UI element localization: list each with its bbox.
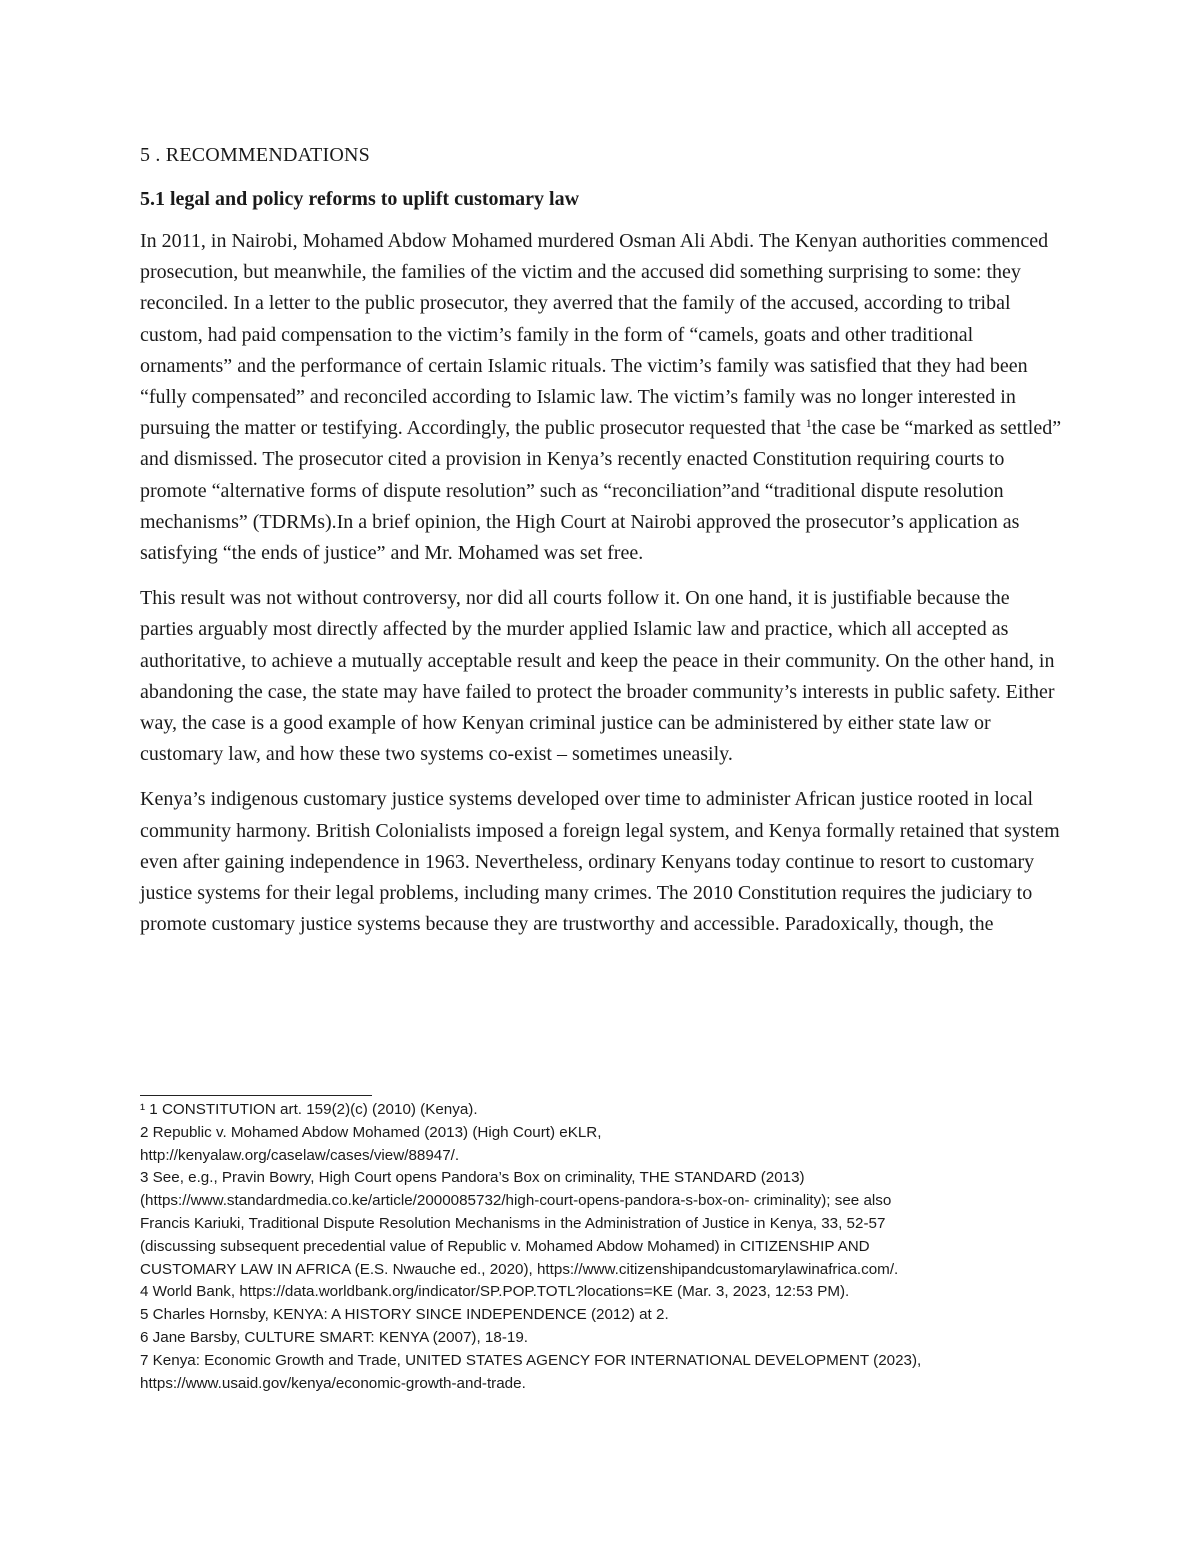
paragraph-controversy: This result was not without controversy, nor did all courts follow it. On one hand, it is justifiable because the parties arguably most directly affected by the murder applied Islamic law and practice, which all accepted as authoritative, to achieve a mutually acceptable result and keep the peace in their community. On the other hand, in abandoning the case, the state may have failed to protect the broader community’s interests in public safety. Either way, the case is a good example of how Kenyan criminal justice can be administered by either state law or customary law, and how these two systems co-exist – sometimes uneasily.	[140, 587, 1055, 766]
footnote-item: 5 Charles Hornsby, KENYA: A HISTORY SINCE INDEPENDENCE (2012) at 2.	[140, 1306, 669, 1324]
section-heading: 5 . RECOMMENDATIONS	[140, 144, 370, 166]
footnote-item: 4 World Bank, https://data.worldbank.org/indicator/SP.POP.TOTL?locations=KE (Mar. 3, 2023, 12:53 PM).	[140, 1283, 850, 1301]
document-body	[140, 140, 1065, 954]
footnotes	[140, 1099, 1080, 1395]
paragraph-text: In 2011, in Nairobi, Mohamed Abdow Mohamed murdered Osman Ali Abdi. The Kenyan authorities commenced prosecution, but meanwhile, the families of the victim and the accused did something surprising to some: they reconciled. In a letter to the public prosecutor, they averred that the family of the accused, according to tribal custom, had paid compensation to the victim’s family in the form of “camels, goats and other traditional ornaments” and the performance of certain Islamic rituals. The victim’s family was satisfied that they had been “fully compensated” and reconciled according to Islamic law. The victim’s family was no longer interested in pursuing the matter or testifying. Accordingly, the public prosecutor requested that	[140, 230, 1049, 440]
paragraph-case-narrative	[140, 226, 1065, 569]
footnote-item: ¹ 1 CONSTITUTION art. 159(2)(c) (2010) (Kenya).	[140, 1101, 478, 1118]
footnote-item: 2 Republic v. Mohamed Abdow Mohamed (2013) (High Court) eKLR, http://kenyalaw.org/caselaw/cases/view/88947/.	[140, 1123, 602, 1164]
paragraph-text: the case be “marked as settled” and dismissed. The prosecutor cited a provision in Kenya’s recently enacted Constitution requiring courts to promote “alternative forms of dispute resolution” such as “reconciliation”and “traditional dispute resolution mechanisms” (TDRMs).In a brief opinion, the High Court at Nairobi approved the prosecutor’s application as satisfying “the ends of justice” and Mr. Mohamed was set free.	[140, 417, 1062, 565]
footnote-item: 7 Kenya: Economic Growth and Trade, UNITED STATES AGENCY FOR INTERNATIONAL DEVELOPMENT (2023), https://www.usaid.gov/kenya/economic-growth-and-trade.	[140, 1351, 922, 1392]
footnote-item: 3 See, e.g., Pravin Bowry, High Court opens Pandora’s Box on criminality, THE STANDARD (2013) (https://www.standardmedia.co.ke/article/2000085732/high-court-opens-pandora-s-box-on- criminality); see also Francis Kariuki, Traditional Dispute Resolution Mechanisms in the Administration of Justice in Kenya, 33, 52-57 (discussing subsequent precedential value of Republic v. Mohamed Abdow Mohamed) in CITIZENSHIP AND CUSTOMARY LAW IN AFRICA (E.S. Nwauche ed., 2020), https://www.citizenshipandcustomarylawinafrica.com/.	[140, 1169, 899, 1278]
footnote-item: 6 Jane Barsby, CULTURE SMART: KENYA (2007), 18-19.	[140, 1328, 528, 1346]
footnote-separator	[140, 1095, 372, 1096]
footnote-reference: 1	[805, 416, 812, 431]
paragraph-customary-systems: Kenya’s indigenous customary justice systems developed over time to administer African justice rooted in local community harmony. British Colonialists imposed a foreign legal system, and Kenya formally retained that system even after gaining independence in 1963. Nevertheless, ordinary Kenyans today continue to resort to customary justice systems for their legal problems, including many crimes. The 2010 Constitution requires the judiciary to promote customary justice systems because they are trustworthy and accessible. Paradoxically, though, the	[140, 788, 1060, 936]
subsection-heading: 5.1 legal and policy reforms to uplift customary law	[140, 188, 580, 210]
